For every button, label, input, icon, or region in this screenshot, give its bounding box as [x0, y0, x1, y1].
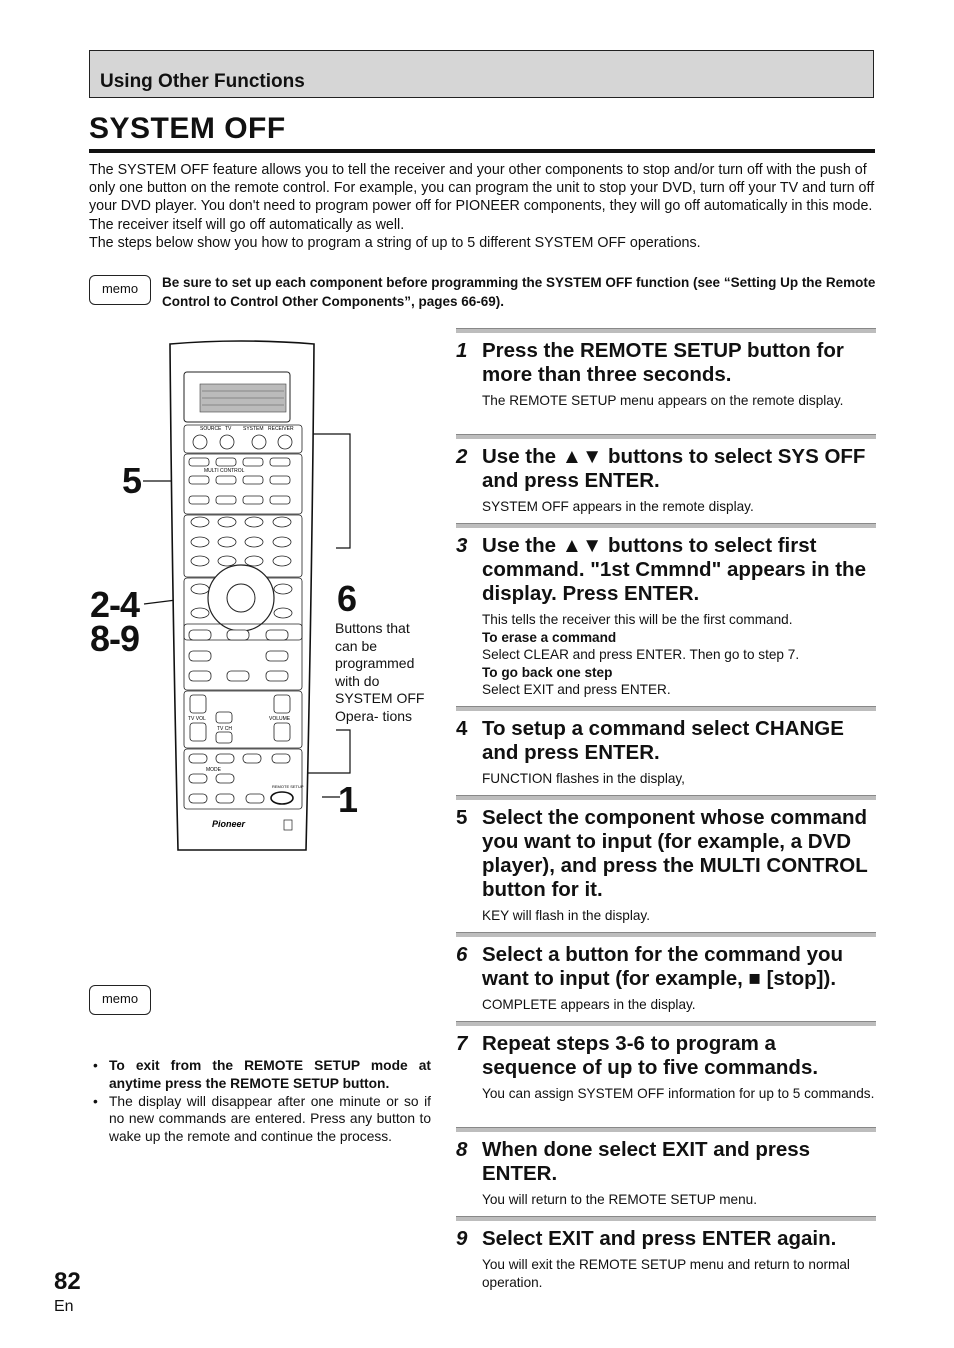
remote-setup-label: REMOTE SETUP [272, 784, 304, 789]
step-heading [456, 806, 876, 902]
step-9 [456, 1216, 876, 1291]
step-rule [456, 523, 876, 528]
step-heading-text: Press the REMOTE SETUP button for more than three seconds. [482, 339, 844, 386]
step-heading-text: To setup a command select CHANGE and press ENTER. [482, 717, 844, 764]
page-language: En [54, 1298, 74, 1315]
step-body-text: This tells the receiver this will be the first command. [482, 612, 793, 627]
step-heading [456, 445, 876, 493]
step-heading-text: Repeat steps 3-6 to program a sequence of up to five commands. [482, 1032, 819, 1079]
step-number: 2 [456, 445, 468, 468]
section-header-bar [89, 50, 874, 98]
step-2 [456, 434, 876, 516]
callout-1: 1 [338, 779, 358, 820]
step-5 [456, 795, 876, 925]
step-7 [456, 1021, 876, 1103]
step-body [482, 611, 876, 699]
step-heading-text: Select a button for the command you want to input (for example, ■ [stop]). [482, 943, 844, 990]
remote-multi-control-label: MULTI CONTROL [204, 468, 245, 474]
step-rule [456, 1216, 876, 1221]
bullet-item [89, 1093, 431, 1146]
step-1 [456, 328, 876, 410]
remote-tv-ch-label: TV CH [217, 726, 232, 732]
callout-6: 6 [337, 578, 357, 619]
step-heading-text: Select EXIT and press ENTER again. [482, 1227, 837, 1250]
step-8 [456, 1127, 876, 1209]
remote-tv-label: TV [225, 426, 232, 432]
bullet-text: To exit from the REMOTE SETUP mode at anytime press the REMOTE SETUP button. [109, 1058, 431, 1091]
step-heading [456, 1138, 876, 1186]
step-number: 3 [456, 534, 468, 557]
remote-source-label: SOURCE [200, 426, 222, 432]
step-heading [456, 1032, 876, 1080]
page-title: SYSTEM OFF [89, 112, 286, 145]
intro-text [89, 161, 875, 252]
memo-label: memo [101, 991, 139, 1006]
step-sub-text: Select CLEAR and press ENTER. Then go to step 7. [482, 647, 800, 662]
remote-volume-label: VOLUME [269, 716, 291, 722]
callout-2-4: 2-4 [90, 584, 140, 625]
callout-5: 5 [122, 460, 142, 501]
step-sub-text: Select EXIT and press ENTER. [482, 682, 671, 697]
page-number: 82 [54, 1268, 81, 1295]
step-heading-text: Select the component whose command you want to input (for example, a DVD player), and press the MULTI CONTROL button for it. [482, 806, 868, 901]
step-number: 8 [456, 1138, 468, 1161]
memo-note: Be sure to set up each component before programming the SYSTEM OFF function (see “Setting Up the Remote Control to Control Other Components”, pages 66-69). [162, 275, 876, 309]
remote-tv-vol-label: TV VOL [188, 716, 206, 722]
step-number: 5 [456, 806, 468, 829]
step-heading [456, 339, 876, 387]
step-heading-text: When done select EXIT and press ENTER. [482, 1138, 811, 1185]
step-rule [456, 706, 876, 711]
step-body: You will return to the REMOTE SETUP menu. [482, 1192, 758, 1207]
step-number: 9 [456, 1227, 468, 1250]
step-rule [456, 932, 876, 937]
step-sub-label: To go back one step [482, 664, 613, 680]
step-number: 6 [456, 943, 468, 966]
step-rule [456, 434, 876, 439]
buttons-note: Buttons that can be programmed with do SYSTEM OFF Opera- tions [335, 620, 425, 724]
step-4 [456, 706, 876, 788]
intro-paragraph: The SYSTEM OFF feature allows you to tell the receiver and your other components to stop and/or turn off with the push of only one button on the remote control. For example, you can program the unit to stop your DVD, turn off your TV and turn off your DVD player. You don't need to program power off for PIONEER components, they will go off automatically in this mode. The receiver itself will go off automatically as well. [89, 162, 875, 233]
step-number: 1 [456, 339, 468, 362]
memo-bullet-list [89, 1057, 431, 1146]
step-rule [456, 1127, 876, 1132]
remote-system-label: SYSTEM [243, 426, 264, 432]
step-number: 7 [456, 1032, 468, 1055]
intro-paragraph: The steps below show you how to program a string of up to 5 different SYSTEM OFF operations. [89, 234, 701, 251]
step-body: SYSTEM OFF appears in the remote display. [482, 499, 754, 514]
step-heading-text: Use the ▲▼ buttons to select SYS OFF and press ENTER. [482, 445, 866, 492]
bullet-text: The display will disappear after one minute or so if no new commands are entered. Press any button to wake up the remote and continue the process. [109, 1093, 431, 1145]
memo-label: memo [101, 281, 139, 296]
section-header: Using Other Functions [100, 71, 305, 92]
step-3 [456, 523, 876, 699]
step-body: COMPLETE appears in the display. [482, 997, 696, 1012]
step-body: KEY will flash in the display. [482, 908, 650, 923]
step-heading [456, 1227, 876, 1251]
remote-brand-logo: Pioneer [212, 819, 246, 829]
step-body: You will exit the REMOTE SETUP menu and return to normal operation. [482, 1257, 850, 1290]
step-body: You can assign SYSTEM OFF information for up to 5 commands. [482, 1086, 875, 1101]
step-body: The REMOTE SETUP menu appears on the remote display. [482, 393, 844, 408]
step-heading [456, 534, 876, 606]
step-heading-text: Use the ▲▼ buttons to select first command. "1st Cmmnd" appears in the display. Press ENTER. [482, 534, 866, 605]
step-6 [456, 932, 876, 1014]
bullet-item [89, 1057, 431, 1093]
memo-icon [89, 985, 151, 1015]
callout-8-9: 8-9 [90, 618, 140, 659]
step-heading [456, 717, 876, 765]
step-rule [456, 795, 876, 800]
step-sub-label: To erase a command [482, 629, 617, 645]
remote-receiver-label: RECEIVER [268, 426, 294, 432]
step-body: FUNCTION flashes in the display, [482, 771, 685, 786]
remote-mode-label: MODE [206, 767, 221, 773]
memo-icon [89, 275, 151, 305]
step-heading [456, 943, 876, 991]
step-rule [456, 1021, 876, 1026]
step-rule [456, 328, 876, 333]
remote-control-illustration [100, 340, 360, 860]
step-number: 4 [456, 717, 468, 740]
title-rule [89, 149, 875, 153]
